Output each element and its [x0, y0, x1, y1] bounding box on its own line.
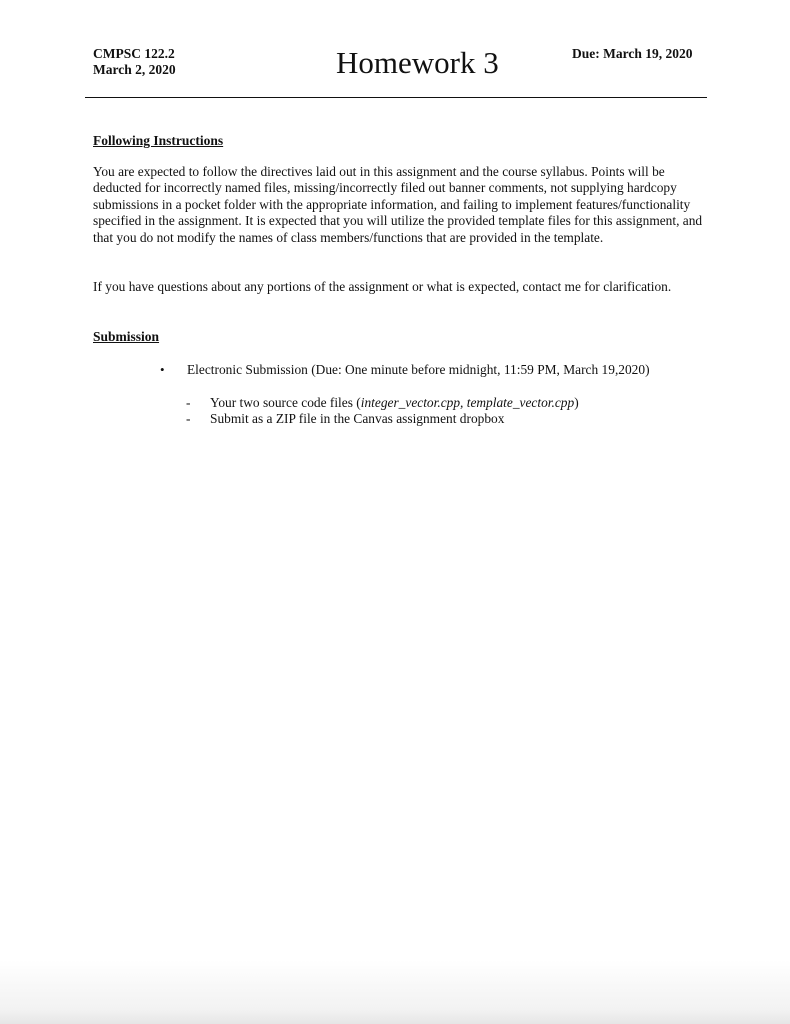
header-course-info	[93, 46, 176, 78]
submission-sub-list	[186, 395, 579, 428]
item1-suffix: )	[574, 395, 579, 410]
item2-text: Submit as a ZIP file in the Canvas assignment dropbox	[210, 411, 505, 427]
item1-prefix: Your two source code files (	[210, 395, 361, 410]
header-divider	[85, 97, 707, 98]
questions-paragraph: If you have questions about any portions of the assignment or what is expected, contact me for clarification.	[93, 279, 672, 294]
instructions-paragraph: You are expected to follow the directives laid out in this assignment and the course syllabus. Points will be deducted for incorrectly named files, missing/incorrectly filed out banner comments, not supplying hardcopy submissions in a pocket folder with the appropriate information, and failing to implement features/functionality specified in the assignment. It is expected that you will utilize the provided template files for this assignment, and that you do not modify the names of class members/functions that are provided in the template.	[93, 164, 703, 245]
course-code: CMPSC 122.2	[93, 46, 175, 61]
dash-marker: -	[186, 411, 191, 427]
dash-marker: -	[186, 395, 191, 410]
item1-files: integer_vector.cpp, template_vector.cpp	[360, 395, 575, 410]
list-item	[186, 411, 579, 427]
submission-bullet	[160, 362, 650, 378]
list-item	[186, 395, 579, 411]
due-date: Due: March 19, 2020	[572, 46, 693, 61]
assignment-date: March 2, 2020	[93, 62, 176, 77]
bullet-text: Electronic Submission (Due: One minute before midnight, 11:59 PM, March 19,2020)	[187, 362, 650, 377]
bullet-marker: •	[160, 362, 165, 377]
submission-heading: Submission	[93, 329, 160, 344]
instructions-heading: Following Instructions	[93, 133, 224, 148]
page-title: Homework 3	[336, 45, 499, 80]
